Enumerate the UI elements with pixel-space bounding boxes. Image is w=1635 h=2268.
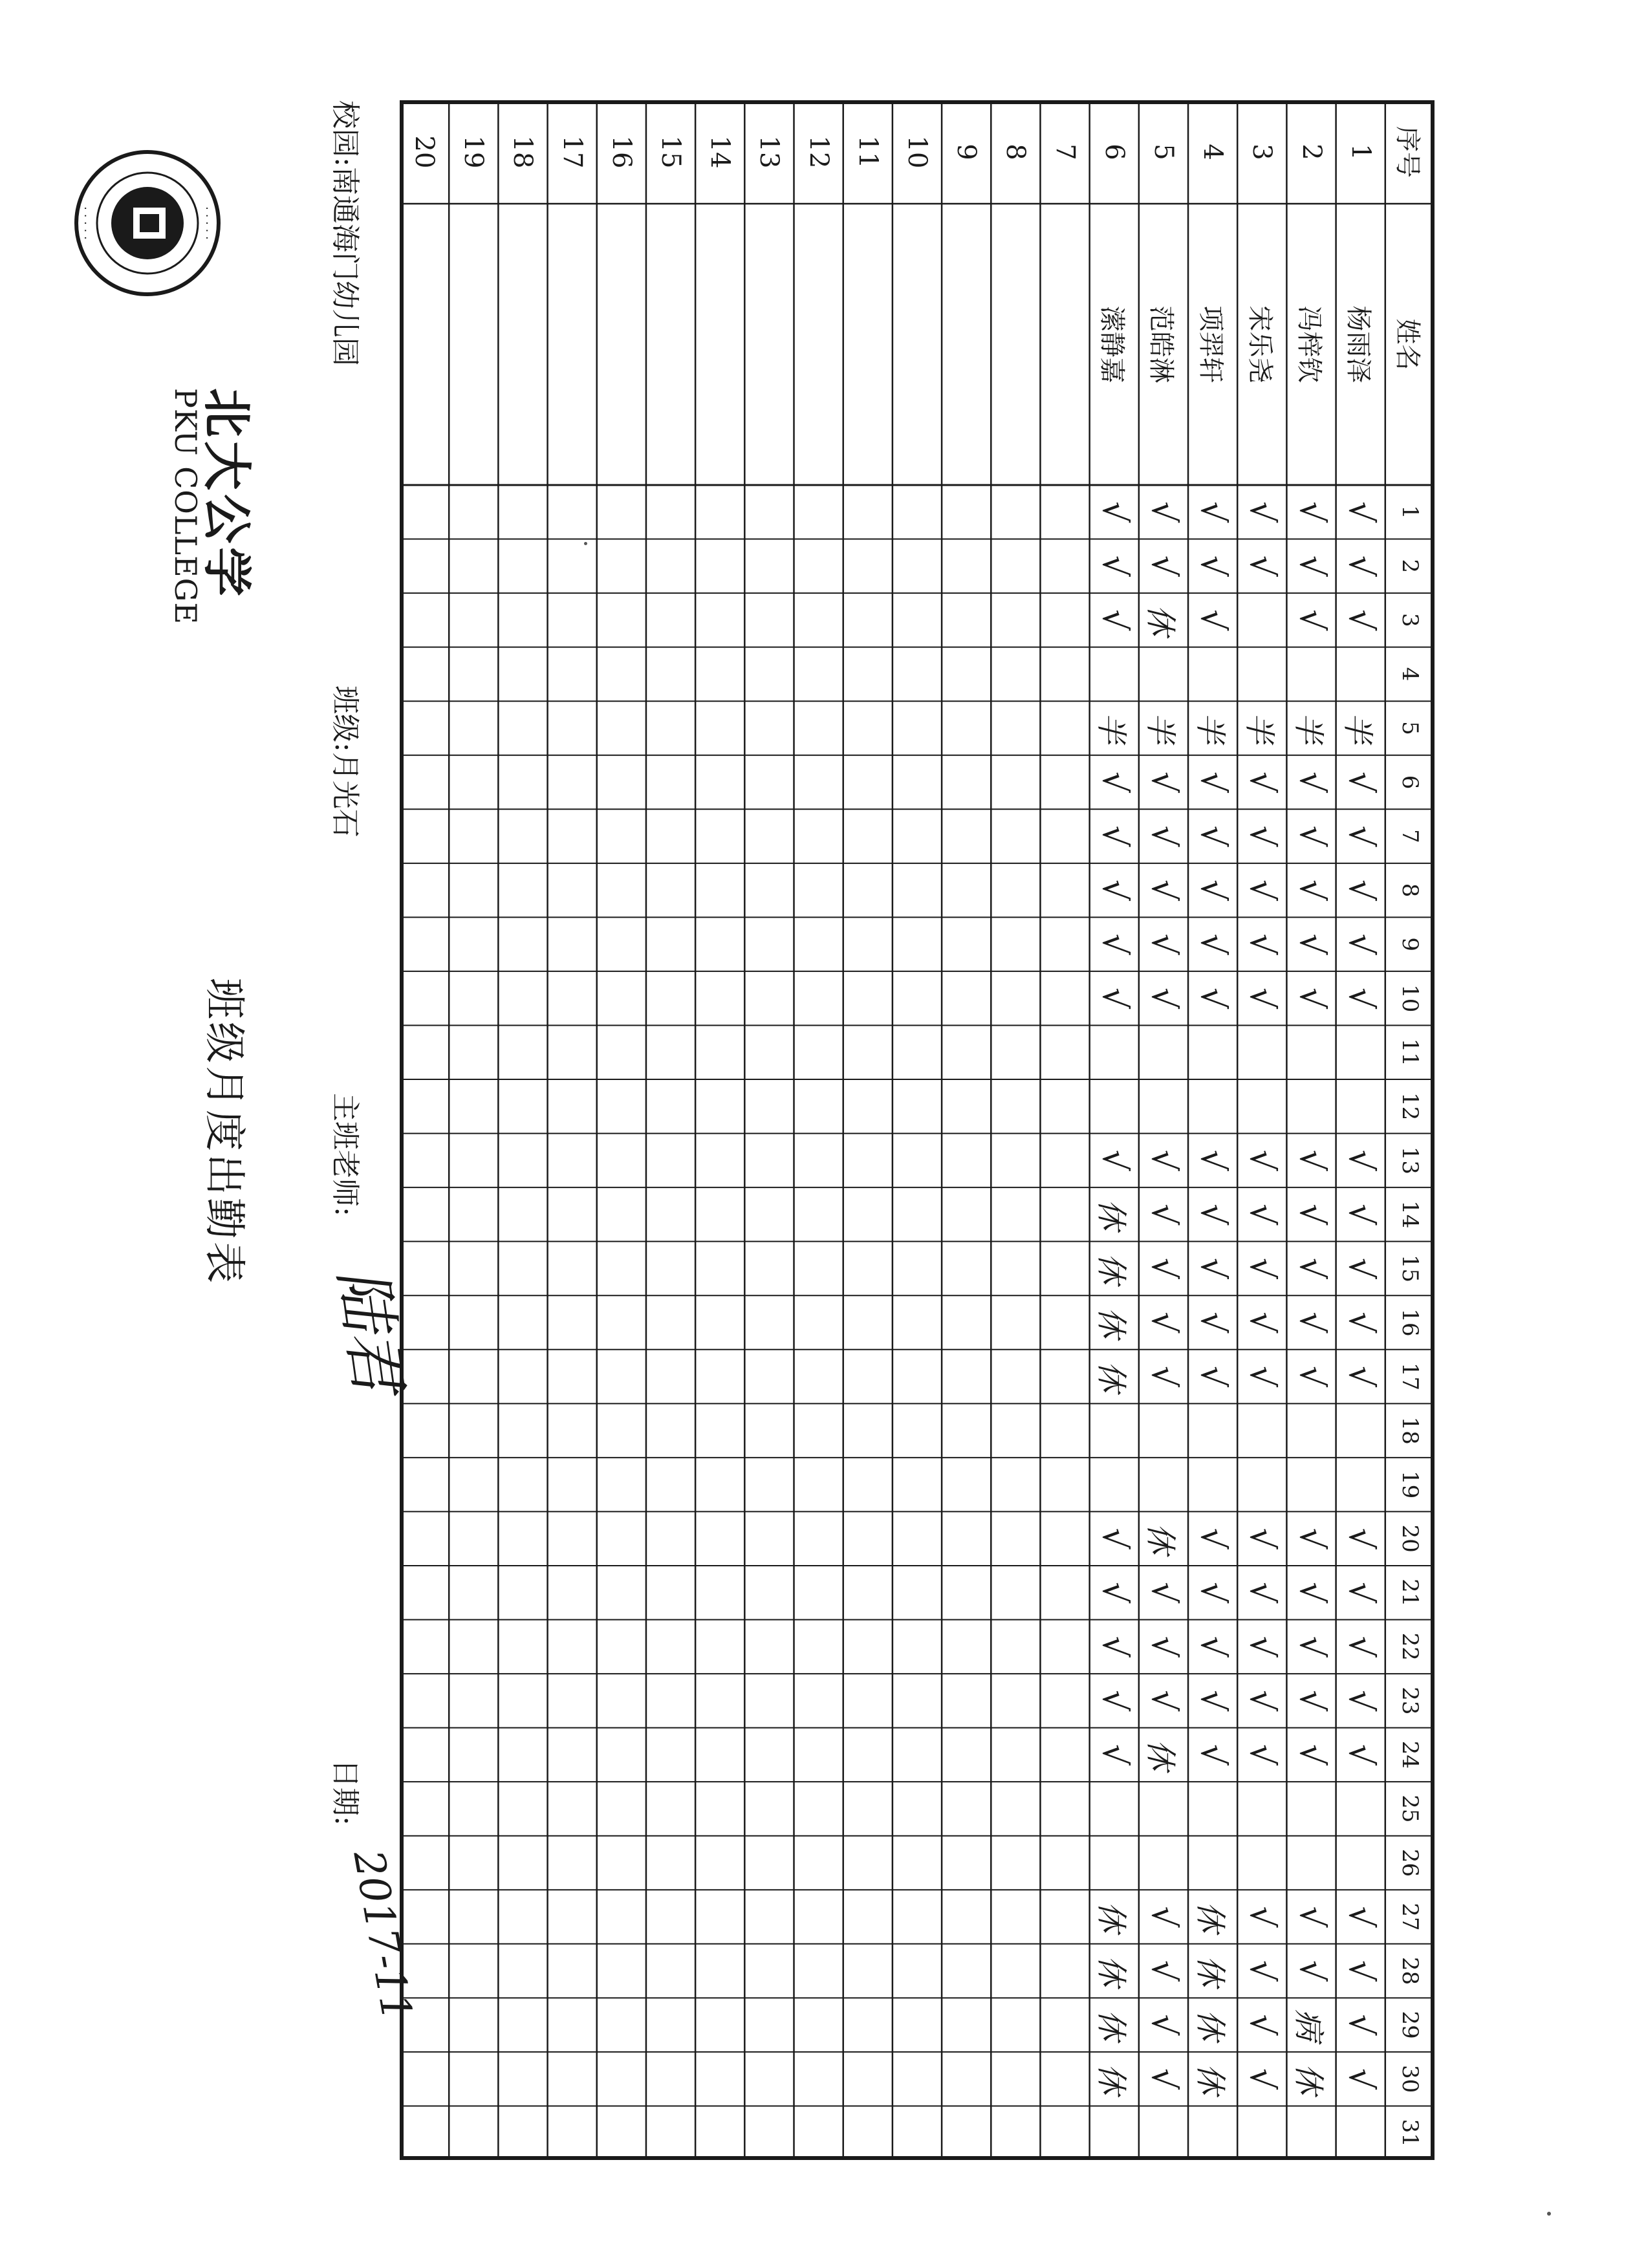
col-header-day: 22 [1396,1632,1423,1661]
row-number: 11 [852,135,883,169]
attendance-check: √ [1242,1906,1282,1928]
row-number: 10 [902,135,933,169]
row-number: 1 [1345,144,1376,160]
attendance-note: 休 [1290,2063,1327,2095]
attendance-check: √ [1341,2014,1380,2036]
attendance-check: √ [1143,1257,1183,1280]
attendance-check: √ [1341,988,1380,1010]
row-number: 7 [1050,144,1080,160]
col-header-day: 11 [1396,1038,1423,1066]
attendance-check: √ [1143,880,1183,902]
attendance-check: √ [1143,1636,1183,1658]
col-header-day: 25 [1396,1795,1423,1823]
attendance-note: 休 [1093,2009,1130,2041]
attendance-note: 休 [1093,1901,1130,1933]
attendance-note: 休 [1142,1739,1179,1771]
attendance-note: 半 [1191,712,1228,744]
row-number: 8 [1001,144,1031,160]
row-number: 20 [409,135,440,169]
teacher-label: 主班老师: [329,1093,362,1216]
col-header-day: 27 [1396,1903,1423,1931]
col-header-day: 21 [1396,1579,1423,1607]
attendance-check: √ [1193,1582,1233,1604]
attendance-check: √ [1143,1906,1183,1928]
attendance-check: √ [1292,609,1331,631]
col-header-day: 15 [1396,1254,1423,1283]
attendance-check: √ [1143,988,1183,1010]
attendance-check: √ [1094,880,1134,902]
attendance-check: √ [1242,1312,1282,1334]
attendance-check: √ [1094,1690,1134,1712]
attendance-check: √ [1341,933,1380,955]
attendance-note: 休 [1191,2009,1228,2041]
attendance-check: √ [1242,1257,1282,1280]
student-name: 杨雨泽 [1343,305,1374,383]
teacher-signature: 陆君 [325,1264,415,1397]
attendance-check: √ [1193,555,1233,577]
row-number: 6 [1099,144,1129,160]
attendance-check: √ [1292,880,1331,902]
col-header-day: 23 [1396,1687,1423,1715]
attendance-check: √ [1341,609,1380,631]
student-name: 范皓淋 [1146,305,1176,383]
attendance-note: 休 [1093,1306,1130,1338]
col-header-day: 4 [1396,667,1423,682]
attendance-check: √ [1341,1690,1380,1712]
attendance-check: √ [1193,1257,1233,1280]
attendance-check: √ [1341,1204,1380,1226]
attendance-check: √ [1242,825,1282,847]
attendance-check: √ [1143,1690,1183,1712]
col-header-day: 24 [1396,1740,1423,1769]
attendance-check: √ [1292,1906,1331,1928]
attendance-check: √ [1341,555,1380,577]
attendance-note: 休 [1093,1198,1130,1230]
attendance-check: √ [1143,933,1183,955]
attendance-check: √ [1094,1582,1134,1604]
col-header-day: 9 [1396,937,1423,951]
attendance-check: √ [1094,609,1134,631]
svg-text:· · · · ·: · · · · · [78,206,92,240]
attendance-check: √ [1193,1149,1233,1171]
attendance-check: √ [1143,1312,1183,1334]
attendance-check: √ [1143,2068,1183,2090]
row-number: 9 [951,144,982,160]
attendance-check: √ [1292,1149,1331,1171]
attendance-check: √ [1292,555,1331,577]
row-number: 12 [803,135,834,169]
row-number: 15 [656,135,686,169]
attendance-check: √ [1242,555,1282,577]
col-header-day: 6 [1396,775,1423,790]
student-name: 项羿轩 [1195,305,1226,383]
student-name: 宋乐尧 [1244,305,1275,383]
logo-name-cn: 北大公学 [198,388,255,600]
attendance-check: √ [1143,555,1183,577]
attendance-check: √ [1341,501,1380,523]
attendance-check: √ [1094,771,1134,794]
attendance-note: 休 [1093,2063,1130,2095]
attendance-note: 半 [1142,712,1179,744]
attendance-check: √ [1143,1960,1183,1982]
attendance-check: √ [1292,771,1331,794]
attendance-note: 休 [1093,1955,1130,1987]
col-header-day: 29 [1396,2011,1423,2039]
col-header-day: 18 [1396,1416,1423,1445]
attendance-check: √ [1094,555,1134,577]
row-number: 13 [754,135,785,169]
attendance-note: 休 [1142,604,1179,636]
col-header-day: 12 [1396,1092,1423,1121]
attendance-check: √ [1242,2014,1282,2036]
col-header-day: 20 [1396,1524,1423,1553]
attendance-check: √ [1094,501,1134,523]
attendance-check: √ [1242,501,1282,523]
scan-speck [584,542,587,545]
attendance-check: √ [1193,1636,1233,1658]
col-header-day: 26 [1396,1848,1423,1877]
campus-label: 校园:南通海门幼儿园 [329,100,362,366]
attendance-check: √ [1341,1312,1380,1334]
attendance-check: √ [1292,1257,1331,1280]
col-header-day: 16 [1396,1308,1423,1337]
attendance-check: √ [1094,1744,1134,1766]
attendance-check: √ [1242,1636,1282,1658]
attendance-check: √ [1292,1365,1331,1388]
col-header-name: 姓名 [1392,318,1423,371]
attendance-check: √ [1292,1636,1331,1658]
student-name: 冯梓钦 [1294,305,1325,383]
col-header-day: 2 [1396,559,1423,574]
col-header-day: 5 [1396,721,1423,735]
attendance-check: √ [1292,933,1331,955]
attendance-check: √ [1341,1906,1380,1928]
attendance-check: √ [1242,1690,1282,1712]
attendance-check: √ [1292,501,1331,523]
attendance-check: √ [1143,2014,1183,2036]
attendance-check: √ [1094,1636,1134,1658]
attendance-check: √ [1292,1528,1331,1550]
attendance-check: √ [1341,1744,1380,1766]
attendance-note: 休 [1142,1523,1179,1555]
attendance-check: √ [1292,825,1331,847]
attendance-check: √ [1341,1365,1380,1388]
attendance-check: √ [1193,609,1233,631]
attendance-check: √ [1193,1204,1233,1226]
attendance-check: √ [1341,1149,1380,1171]
attendance-check: √ [1143,1365,1183,1388]
pku-college-seal-logo [70,123,225,323]
attendance-check: √ [1094,1149,1134,1171]
attendance-check: √ [1292,1204,1331,1226]
attendance-check: √ [1242,1365,1282,1388]
attendance-check: √ [1341,1582,1380,1604]
attendance-check: √ [1292,1690,1331,1712]
col-header-day: 31 [1396,2119,1423,2147]
col-header-day: 1 [1396,504,1423,519]
attendance-check: √ [1242,1960,1282,1982]
attendance-check: √ [1341,2068,1380,2090]
attendance-check: √ [1143,771,1183,794]
col-header-day: 28 [1396,1956,1423,1985]
attendance-check: √ [1242,988,1282,1010]
page-title: 班级月度出勤表 [200,978,248,1286]
attendance-note: 半 [1240,712,1277,744]
attendance-check: √ [1193,825,1233,847]
attendance-check: √ [1193,1690,1233,1712]
col-header-day: 14 [1396,1200,1423,1229]
attendance-check: √ [1193,1528,1233,1550]
attendance-note: 休 [1093,1361,1130,1392]
col-header-day: 7 [1396,829,1423,843]
attendance-check: √ [1193,988,1233,1010]
attendance-check: √ [1094,988,1134,1010]
attendance-note: 半 [1290,712,1327,744]
attendance-check: √ [1094,1528,1134,1550]
col-header-day: 17 [1396,1362,1423,1391]
attendance-check: √ [1292,1744,1331,1766]
attendance-check: √ [1341,825,1380,847]
attendance-check: √ [1242,1528,1282,1550]
attendance-note: 半 [1093,712,1130,744]
attendance-check: √ [1242,2068,1282,2090]
row-number: 17 [557,135,587,169]
student-name: 潆静嘉 [1097,305,1127,383]
attendance-check: √ [1292,1582,1331,1604]
date-handwritten: 2017-11 [343,1846,421,2025]
attendance-check: √ [1193,880,1233,902]
row-number: 3 [1247,144,1277,160]
attendance-check: √ [1341,1528,1380,1550]
attendance-check: √ [1341,1960,1380,1982]
row-number: 4 [1198,144,1228,160]
attendance-note: 休 [1191,1901,1228,1933]
attendance-check: √ [1193,933,1233,955]
attendance-check: √ [1143,1149,1183,1171]
col-header-day: 3 [1396,613,1423,627]
logo-name-en: PKU COLLEGE [168,388,203,625]
attendance-note: 休 [1093,1253,1130,1284]
attendance-check: √ [1193,771,1233,794]
attendance-check: √ [1242,1204,1282,1226]
col-header-day: 19 [1396,1471,1423,1499]
attendance-check: √ [1143,1204,1183,1226]
attendance-check: √ [1193,1312,1233,1334]
attendance-check: √ [1341,771,1380,794]
attendance-check: √ [1242,1744,1282,1766]
attendance-check: √ [1193,1365,1233,1388]
col-header-day: 13 [1396,1146,1423,1174]
attendance-check: √ [1143,825,1183,847]
col-header-index: 序号 [1392,126,1423,178]
svg-text:· · · · ·: · · · · · [200,206,213,240]
date-label: 日期: [329,1759,362,1826]
col-header-day: 10 [1396,984,1423,1013]
attendance-check: √ [1341,1636,1380,1658]
row-number: 19 [459,135,489,169]
attendance-check: √ [1292,988,1331,1010]
attendance-note: 病 [1290,2009,1327,2041]
attendance-check: √ [1242,1582,1282,1604]
scan-speck [1547,2212,1551,2216]
row-number: 16 [606,135,636,169]
attendance-check: √ [1242,933,1282,955]
col-header-day: 8 [1396,883,1423,898]
attendance-check: √ [1242,880,1282,902]
attendance-note: 半 [1339,712,1376,744]
class-label: 班级:月光石 [329,686,362,837]
attendance-check: √ [1292,1312,1331,1334]
attendance-check: √ [1193,501,1233,523]
col-header-day: 30 [1396,2065,1423,2093]
attendance-check: √ [1292,1960,1331,1982]
row-number: 5 [1148,144,1178,160]
attendance-check: √ [1094,825,1134,847]
attendance-note: 休 [1191,2063,1228,2095]
attendance-check: √ [1094,933,1134,955]
attendance-table [400,100,1435,2160]
attendance-check: √ [1143,501,1183,523]
attendance-check: √ [1193,1744,1233,1766]
row-number: 18 [508,135,538,169]
row-number: 14 [705,135,735,169]
attendance-note: 休 [1191,1955,1228,1987]
attendance-check: √ [1242,771,1282,794]
attendance-check: √ [1242,1149,1282,1171]
attendance-check: √ [1341,880,1380,902]
row-number: 2 [1296,144,1326,160]
attendance-check: √ [1341,1257,1380,1280]
attendance-check: √ [1143,1582,1183,1604]
